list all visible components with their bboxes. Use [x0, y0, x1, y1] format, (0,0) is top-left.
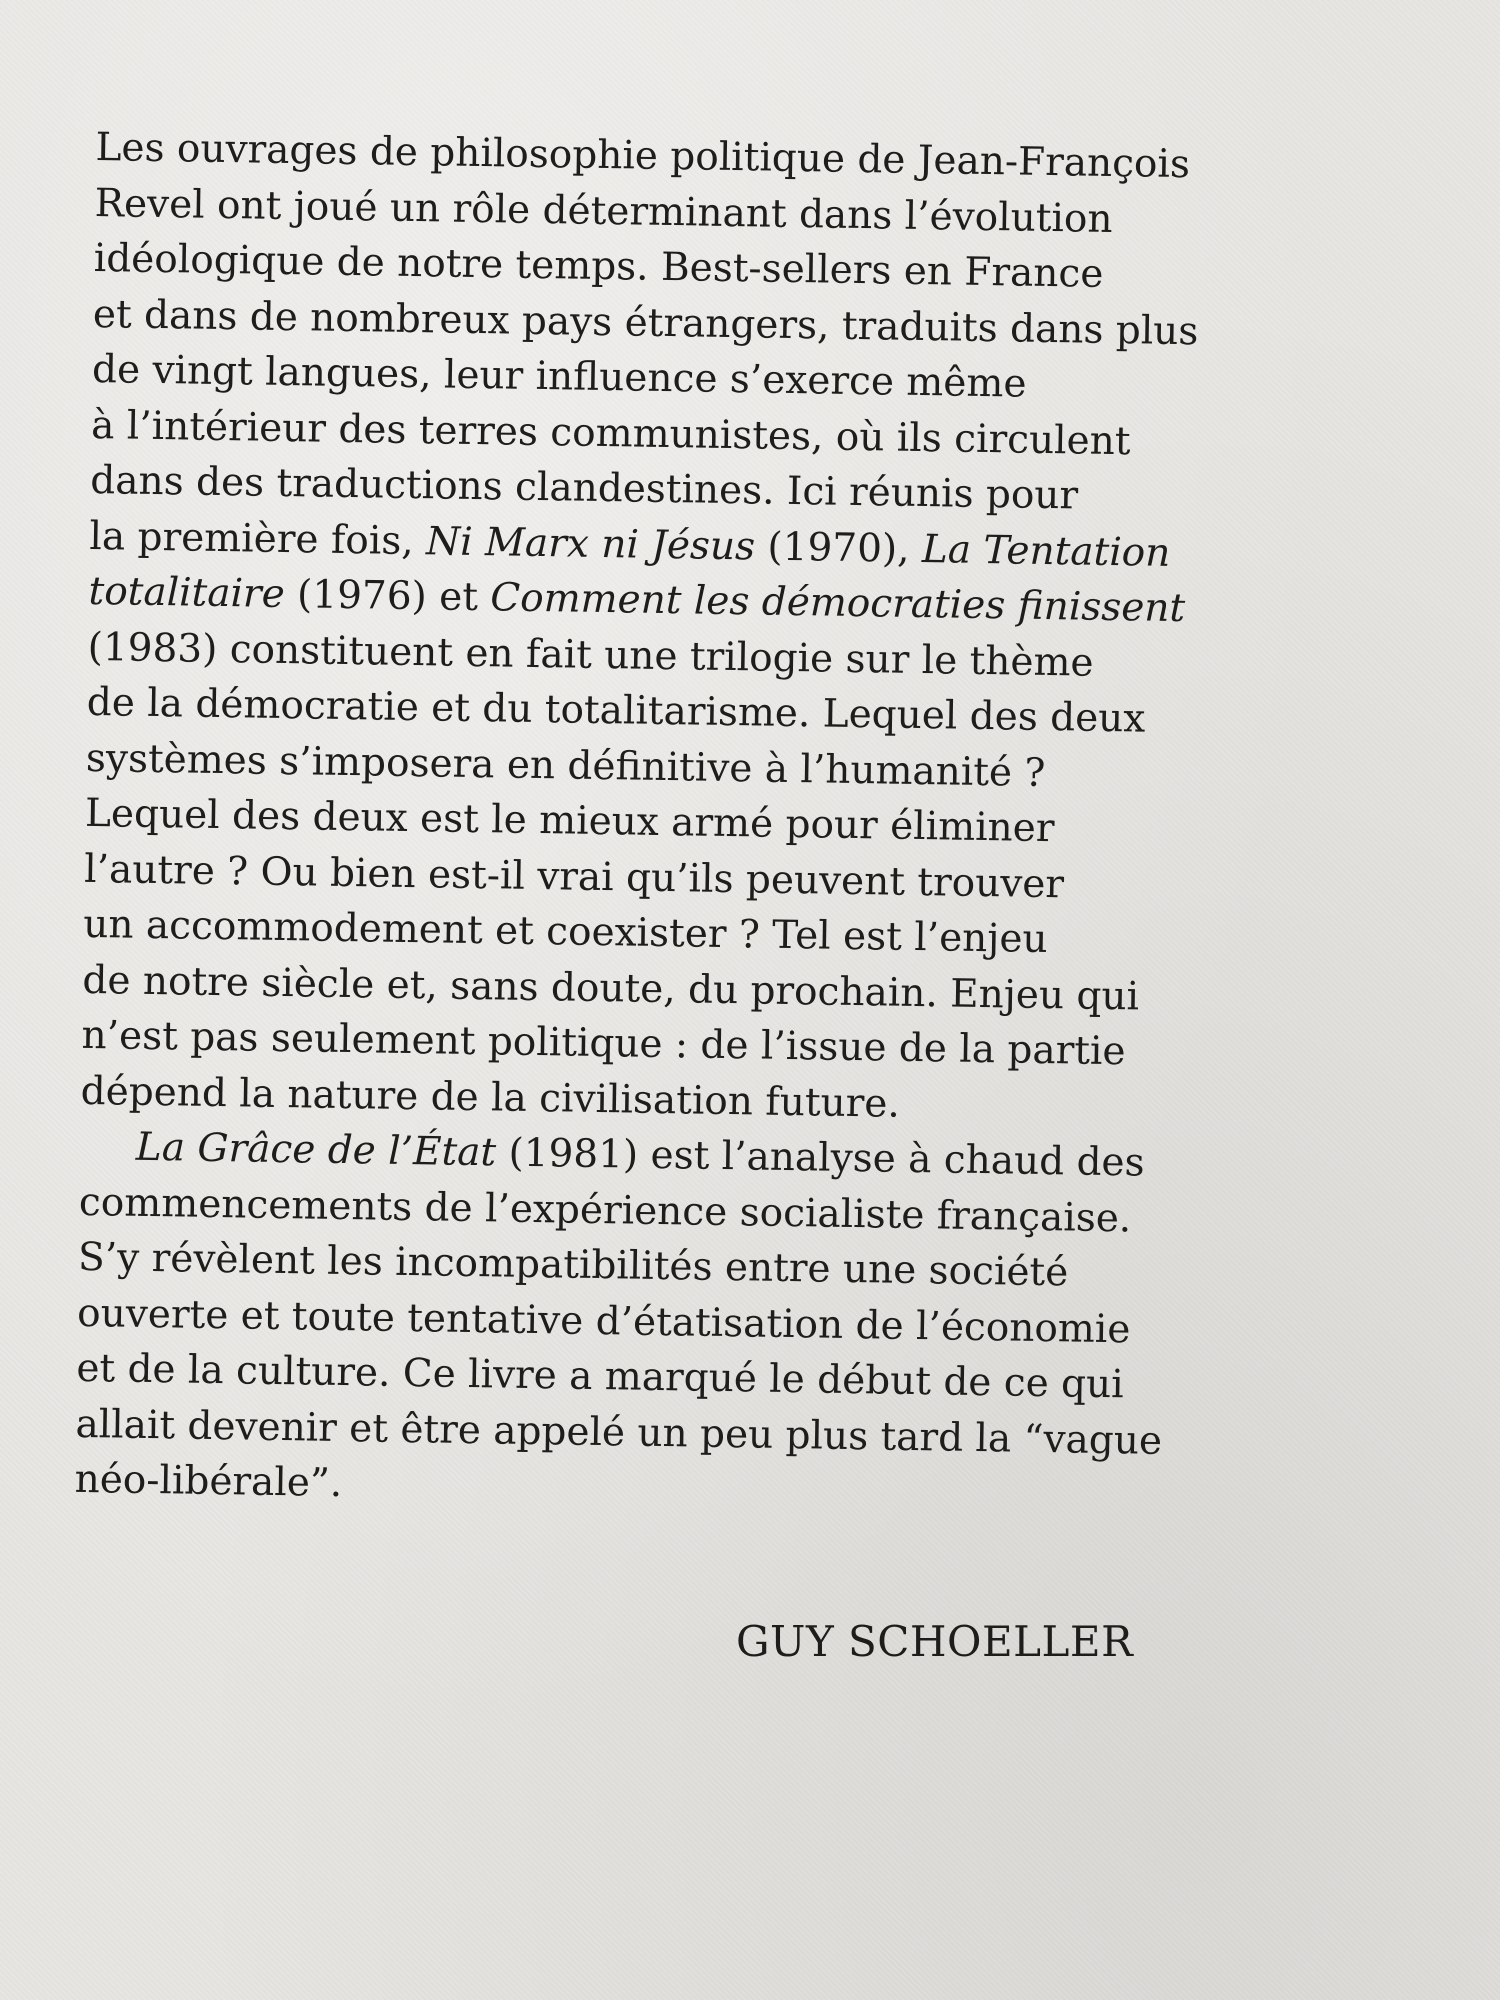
text-line: à l’intérieur des terres communistes, où ils circulent: [90, 402, 1131, 464]
text-line: l’autre ? Ou bien est-il vrai qu’ils peuvent trouver: [83, 846, 1065, 907]
text-line: Les ouvrages de philosophie politique de Jean-François: [95, 124, 1191, 188]
text-line: dépend la nature de la civilisation future.: [80, 1068, 901, 1127]
text-line: Lequel des deux est le mieux armé pour éliminer: [84, 790, 1055, 852]
book-title: Comment les démocraties finissent: [489, 575, 1186, 632]
paragraph-2: [74, 1119, 1260, 1526]
text-line: allait devenir et être appelé un peu plus tard la “vague: [75, 1401, 1163, 1464]
text-line: et de la culture. Ce livre a marqué le début de ce qui: [76, 1345, 1125, 1408]
text-line: dans des traductions clandestines. Ici réunis pour: [89, 457, 1079, 519]
text-line: et dans de nombreux pays étrangers, traduits dans plus: [92, 291, 1199, 354]
text-line: S’y révèlent les incompatibilités entre une société: [77, 1234, 1069, 1296]
text-line: Revel ont joué un rôle déterminant dans l’évolution: [94, 180, 1113, 242]
paragraph-1: [80, 120, 1276, 1137]
book-title: La Tentation: [921, 526, 1171, 576]
text-line: (1983) constituent en fait une trilogie sur le thème: [87, 624, 1094, 686]
text-line: de la démocratie et du totalitarisme. Lequel des deux: [86, 679, 1146, 742]
book-title: La Grâce de l’État: [135, 1124, 497, 1176]
text-line: de vingt langues, leur influence s’exerce même: [91, 346, 1027, 407]
text-line: commencements de l’expérience socialiste française.: [78, 1179, 1132, 1241]
author-signature: GUY SCHOELLER: [736, 1617, 1134, 1666]
text-run: la première fois,: [89, 513, 427, 564]
blurb-text: [74, 120, 1276, 1526]
text-line: idéologique de notre temps. Best-sellers en France: [93, 235, 1104, 297]
text-run: (1970),: [754, 523, 923, 572]
book-title: totalitaire: [88, 568, 286, 618]
text-run: (1981) est l’analyse à chaud des: [495, 1130, 1145, 1186]
text-line: de notre siècle et, sans doute, du prochain. Enjeu qui: [82, 957, 1140, 1019]
text-run: (1976) et: [284, 572, 491, 621]
text-line: un accommodement et coexister ? Tel est l’enjeu: [83, 901, 1048, 963]
text-line: ouverte et toute tentative d’étatisation de l’économie: [76, 1290, 1131, 1352]
text-line: n’est pas seulement politique : de l’issue de la partie: [81, 1012, 1126, 1075]
text-line: systèmes s’imposera en définitive à l’humanité ?: [85, 735, 1046, 796]
text-line: néo-libérale”.: [74, 1456, 343, 1507]
book-title: Ni Marx ni Jésus: [425, 518, 756, 569]
